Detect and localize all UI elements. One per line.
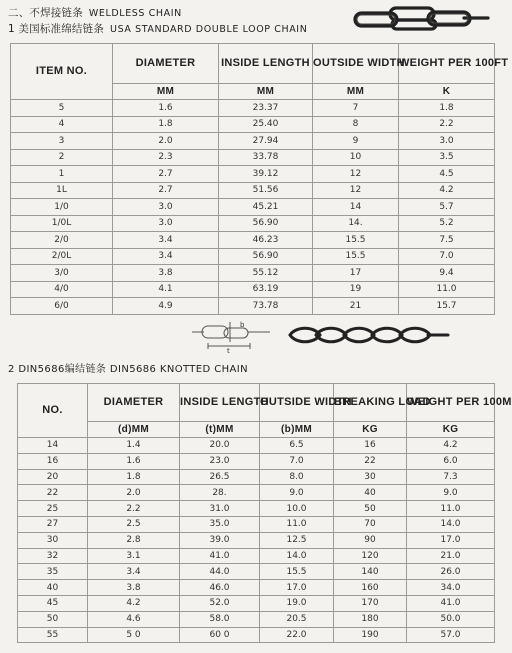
table-cell: 1.6 (113, 100, 219, 117)
unit-diameter-2: (d)MM (88, 422, 180, 438)
table-cell: 3.0 (399, 133, 495, 150)
table1-body (11, 100, 495, 315)
table-row (11, 116, 495, 133)
table-cell: 7 (313, 100, 399, 117)
header-item-no: ITEM NO. (11, 44, 113, 100)
unit-diameter: MM (113, 84, 219, 100)
table-cell: 2.3 (113, 149, 219, 166)
table-cell: 46.23 (219, 232, 313, 249)
table-cell: 2.7 (113, 166, 219, 183)
table-row (18, 611, 495, 627)
table-row (11, 100, 495, 117)
table-cell: 34.0 (407, 580, 495, 596)
table-cell: 25.40 (219, 116, 313, 133)
table-cell: 3.8 (88, 580, 180, 596)
table-row (18, 438, 495, 454)
table-cell: 21 (313, 298, 399, 315)
table-cell: 70 (334, 516, 407, 532)
table-cell: 16 (18, 453, 88, 469)
header-no: NO. (18, 384, 88, 438)
table-cell: 3.1 (88, 548, 180, 564)
knotted-chain-icon (288, 322, 452, 348)
header-outside-width-2: OUTSIDE WIDTH (260, 384, 334, 422)
table-cell: 6.0 (407, 453, 495, 469)
table-cell: 31.0 (180, 501, 260, 517)
table-row (11, 199, 495, 216)
table-cell: 4.1 (113, 281, 219, 298)
table-cell: 190 (334, 627, 407, 643)
table-cell: 4.6 (88, 611, 180, 627)
table-cell: 6/0 (11, 298, 113, 315)
table-row (18, 516, 495, 532)
table-cell: 9.0 (260, 485, 334, 501)
table-row (11, 298, 495, 315)
table-cell: 35 (18, 564, 88, 580)
table-cell: 170 (334, 595, 407, 611)
table-row (18, 564, 495, 580)
table-cell: 55.12 (219, 265, 313, 282)
table-cell: 12 (313, 182, 399, 199)
header-inside-length-2: INSIDE LENGTH (180, 384, 260, 422)
table-cell: 46.0 (180, 580, 260, 596)
chain-dimension-diagram (190, 318, 274, 354)
table-cell: 58.0 (180, 611, 260, 627)
table-cell: 41.0 (180, 548, 260, 564)
table-cell: 55 (18, 627, 88, 643)
table-cell: 5.2 (399, 215, 495, 232)
table-cell: 56.90 (219, 248, 313, 265)
table-cell: 11.0 (407, 501, 495, 517)
table-cell: 180 (334, 611, 407, 627)
table-cell: 35.0 (180, 516, 260, 532)
table-cell: 22 (18, 485, 88, 501)
header-diameter: DIAMETER (113, 44, 219, 84)
section1-title (8, 5, 182, 20)
table-cell: 21.0 (407, 548, 495, 564)
table-cell: 7.5 (399, 232, 495, 249)
table-cell: 51.56 (219, 182, 313, 199)
table-cell: 33.78 (219, 149, 313, 166)
table-row (11, 182, 495, 199)
table-cell: 3.8 (113, 265, 219, 282)
table-cell: 3.4 (113, 248, 219, 265)
table-cell: 4.2 (88, 595, 180, 611)
table-cell: 10 (313, 149, 399, 166)
table-cell: 12 (313, 166, 399, 183)
table-cell: 4/0 (11, 281, 113, 298)
table-cell: 1.8 (113, 116, 219, 133)
table-cell: 39.0 (180, 532, 260, 548)
table-cell: 4.2 (407, 438, 495, 454)
table-cell: 22.0 (260, 627, 334, 643)
section1-subtitle-en: USA STANDARD DOUBLE LOOP CHAIN (110, 24, 308, 35)
table-cell: 19.0 (260, 595, 334, 611)
table-cell: 1.8 (88, 469, 180, 485)
table-cell: 4 (11, 116, 113, 133)
table-cell: 17 (313, 265, 399, 282)
table-row (18, 485, 495, 501)
table-cell: 14. (313, 215, 399, 232)
table-row (11, 149, 495, 166)
header-outside-width: OUTSIDE WIDTH (313, 44, 399, 84)
table-cell: 10.0 (260, 501, 334, 517)
table-row (11, 133, 495, 150)
table-row (11, 281, 495, 298)
table-cell: 1/0 (11, 199, 113, 216)
table-cell: 5 (11, 100, 113, 117)
table-cell: 19 (313, 281, 399, 298)
table-cell: 3 (11, 133, 113, 150)
table-cell: 7.3 (407, 469, 495, 485)
unit-outside-width: MM (313, 84, 399, 100)
table-cell: 2.2 (88, 501, 180, 517)
table-cell: 15.5 (260, 564, 334, 580)
table-cell: 11.0 (260, 516, 334, 532)
table-cell: 3.5 (399, 149, 495, 166)
table-cell: 7.0 (260, 453, 334, 469)
unit-breaking-load: KG (334, 422, 407, 438)
table-row (11, 215, 495, 232)
table-cell: 14.0 (260, 548, 334, 564)
table-row (11, 166, 495, 183)
table-cell: 3.0 (113, 215, 219, 232)
table-cell: 45 (18, 595, 88, 611)
double-loop-chain-icon (352, 3, 492, 33)
table-cell: 1L (11, 182, 113, 199)
table-cell: 40 (334, 485, 407, 501)
table-cell: 20 (18, 469, 88, 485)
table-cell: 20.5 (260, 611, 334, 627)
table-cell: 50.0 (407, 611, 495, 627)
table-cell: 50 (18, 611, 88, 627)
table-cell: 11.0 (399, 281, 495, 298)
header-inside-length: INSIDE LENGTH (219, 44, 313, 84)
table-cell: 15.5 (313, 248, 399, 265)
table-cell: 28. (180, 485, 260, 501)
table-cell: 2 (11, 149, 113, 166)
table-cell: 2/0L (11, 248, 113, 265)
section1-subtitle (8, 21, 307, 36)
table-cell: 1.8 (399, 100, 495, 117)
table-row (11, 248, 495, 265)
table-cell: 17.0 (260, 580, 334, 596)
table-cell: 23.0 (180, 453, 260, 469)
table-cell: 20.0 (180, 438, 260, 454)
table-cell: 52.0 (180, 595, 260, 611)
table-cell: 73.78 (219, 298, 313, 315)
table-cell: 41.0 (407, 595, 495, 611)
unit-inside-length-2: (t)MM (180, 422, 260, 438)
table-cell: 2.5 (88, 516, 180, 532)
table-cell: 12.5 (260, 532, 334, 548)
table-cell: 3.4 (88, 564, 180, 580)
table-cell: 50 (334, 501, 407, 517)
table-row (11, 265, 495, 282)
table-cell: 56.90 (219, 215, 313, 232)
table2-body (18, 438, 495, 643)
table-cell: 32 (18, 548, 88, 564)
dimension-label-b: b (240, 321, 245, 329)
table-cell: 3.4 (113, 232, 219, 249)
table-cell: 1.4 (88, 438, 180, 454)
table-cell: 16 (334, 438, 407, 454)
table-cell: 15.7 (399, 298, 495, 315)
table-cell: 1 (11, 166, 113, 183)
header-weight-2: WEIGHT PER 100M (407, 384, 495, 422)
table-cell: 30 (334, 469, 407, 485)
table-cell: 7.0 (399, 248, 495, 265)
table-cell: 9.0 (407, 485, 495, 501)
table-cell: 63.19 (219, 281, 313, 298)
table-cell: 4.2 (399, 182, 495, 199)
table-row (18, 469, 495, 485)
table-row (18, 501, 495, 517)
header-breaking-load: BREAKING LOAD (334, 384, 407, 422)
table-cell: 2.0 (113, 133, 219, 150)
table-cell: 17.0 (407, 532, 495, 548)
table-cell: 4.5 (399, 166, 495, 183)
table-cell: 40 (18, 580, 88, 596)
table-cell: 2.7 (113, 182, 219, 199)
table-row (18, 453, 495, 469)
usa-double-loop-chain-table (10, 43, 509, 315)
table-cell: 26.5 (180, 469, 260, 485)
table-cell: 45.21 (219, 199, 313, 216)
table-cell: 44.0 (180, 564, 260, 580)
table-cell: 2.8 (88, 532, 180, 548)
dimension-label-t: t (227, 347, 230, 355)
table-cell: 2.2 (399, 116, 495, 133)
header-weight: WEIGHT PER 100FT (399, 44, 495, 84)
table-cell: 14 (313, 199, 399, 216)
unit-outside-width-2: (b)MM (260, 422, 334, 438)
table-cell: 39.12 (219, 166, 313, 183)
table-cell: 27.94 (219, 133, 313, 150)
table-cell: 57.0 (407, 627, 495, 643)
table-cell: 3/0 (11, 265, 113, 282)
table-cell: 15.5 (313, 232, 399, 249)
table-cell: 14.0 (407, 516, 495, 532)
section1-title-cn: 二、不焊接链条 (8, 7, 83, 19)
table-cell: 2.0 (88, 485, 180, 501)
section1-subtitle-cn: 1 美国标准绵结链条 (8, 23, 105, 35)
section2-title: 2 DIN5686编结链条 DIN5686 KNOTTED CHAIN (8, 364, 248, 375)
table-cell: 6.5 (260, 438, 334, 454)
table-cell: 22 (334, 453, 407, 469)
unit-weight-2: KG (407, 422, 495, 438)
table-cell: 3.0 (113, 199, 219, 216)
table-row (18, 627, 495, 643)
table-row (11, 232, 495, 249)
table-cell: 8.0 (260, 469, 334, 485)
table-cell: 1.6 (88, 453, 180, 469)
table-cell: 1/0L (11, 215, 113, 232)
table-cell: 140 (334, 564, 407, 580)
din5686-knotted-chain-table (17, 383, 512, 643)
table-row (18, 580, 495, 596)
unit-inside-length: MM (219, 84, 313, 100)
table-cell: 5.7 (399, 199, 495, 216)
table-cell: 26.0 (407, 564, 495, 580)
table-cell: 60 0 (180, 627, 260, 643)
table-row (18, 595, 495, 611)
table-cell: 90 (334, 532, 407, 548)
table-cell: 25 (18, 501, 88, 517)
table-cell: 27 (18, 516, 88, 532)
unit-weight: K (399, 84, 495, 100)
table-cell: 30 (18, 532, 88, 548)
table-cell: 5 0 (88, 627, 180, 643)
table-cell: 23.37 (219, 100, 313, 117)
table-cell: 9 (313, 133, 399, 150)
table-row (18, 532, 495, 548)
table-cell: 4.9 (113, 298, 219, 315)
table-cell: 14 (18, 438, 88, 454)
section1-title-en: WELDLESS CHAIN (88, 8, 182, 19)
header-diameter-2: DIAMETER (88, 384, 180, 422)
table-cell: 160 (334, 580, 407, 596)
table-cell: 2/0 (11, 232, 113, 249)
table-cell: 120 (334, 548, 407, 564)
table-cell: 9.4 (399, 265, 495, 282)
table-cell: 8 (313, 116, 399, 133)
table-row (18, 548, 495, 564)
